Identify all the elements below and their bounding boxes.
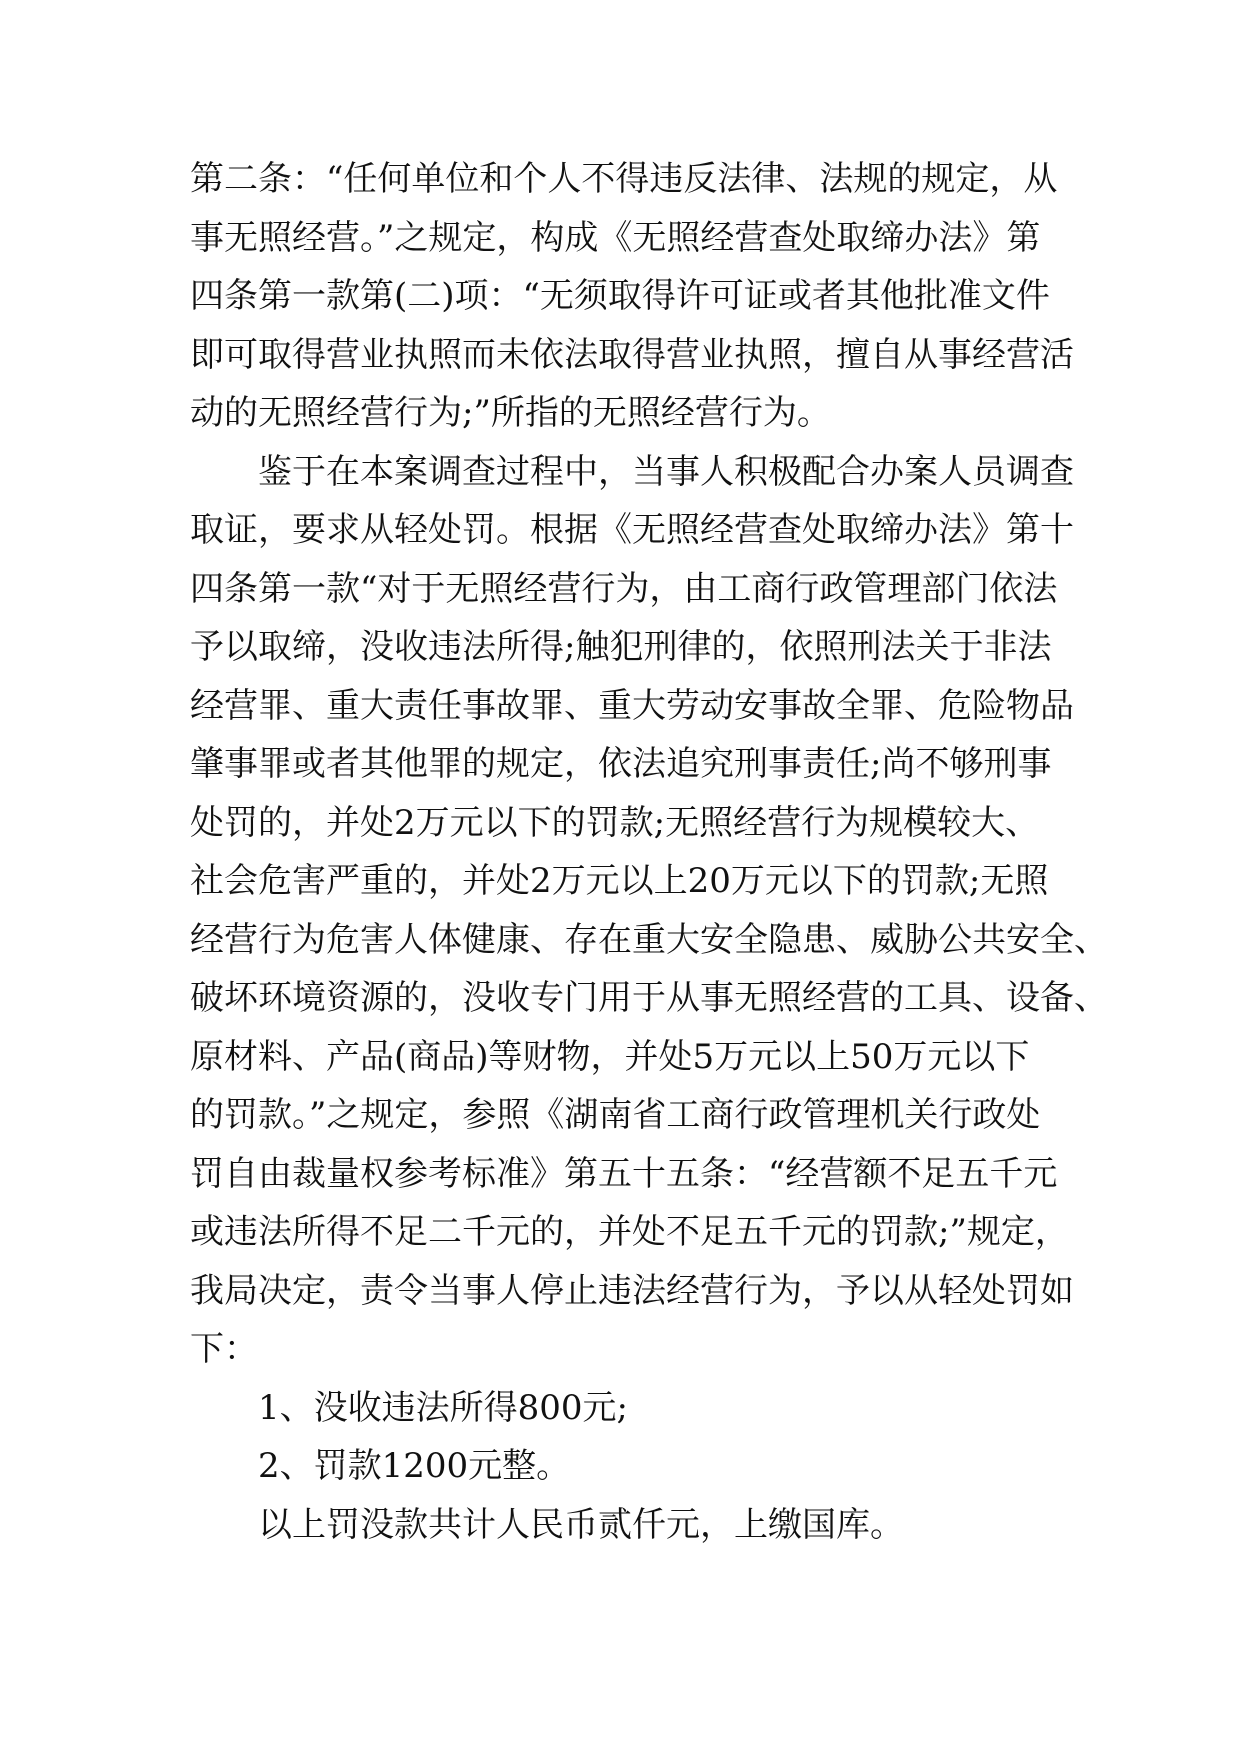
document-body [190, 150, 1108, 1554]
text-line: 即可取得营业执照而未依法取得营业执照，擅自从事经营活 [190, 334, 1074, 375]
text-line: 予以取缔，没收违法所得;触犯刑律的，依照刑法关于非法 [190, 627, 1052, 667]
text-line: 的罚款。”之规定，参照《湖南省工商行政管理机关行政处 [190, 1095, 1041, 1135]
text-line: 破坏环境资源的，没收专门用于从事无照经营的工具、设备、 [190, 978, 1108, 1018]
text-line: 动的无照经营行为;”所指的无照经营行为。 [190, 393, 831, 433]
text-line: 或违法所得不足二千元的，并处不足五千元的罚款;”规定， [190, 1212, 1069, 1252]
text-line: 第二条：“任何单位和个人不得违反法律、法规的规定，从 [190, 159, 1058, 199]
text-line: 经营罪、重大责任事故罪、重大劳动安事故全罪、危险物品 [190, 685, 1074, 726]
text-line: 四条第一款“对于无照经营行为，由工商行政管理部门依法 [190, 568, 1058, 609]
text-line: 原材料、产品(商品)等财物，并处5万元以上50万元以下 [190, 1036, 1030, 1077]
text-line: 下： [190, 1329, 258, 1369]
text-line: 处罚的，并处2万元以下的罚款;无照经营行为规模较大、 [190, 802, 1040, 843]
text-line: 事无照经营。”之规定，构成《无照经营查处取缔办法》第 [190, 217, 1041, 258]
penalty-item-2: 2、罚款1200元整。 [258, 1446, 571, 1486]
text-line: 四条第一款第(二)项：“无须取得许可证或者其他批准文件 [190, 276, 1050, 316]
text-line: 社会危害严重的，并处2万元以上20万元以下的罚款;无照 [190, 861, 1049, 901]
text-line: 我局决定，责令当事人停止违法经营行为，予以从轻处罚如 [190, 1270, 1074, 1311]
total-penalty-line: 以上罚没款共计人民币贰仟元，上缴国库。 [258, 1504, 904, 1545]
paragraph-start-line: 鉴于在本案调查过程中，当事人积极配合办案人员调查 [258, 451, 1074, 492]
text-line: 取证，要求从轻处罚。根据《无照经营查处取缔办法》第十 [190, 510, 1074, 550]
text-line: 肇事罪或者其他罪的规定，依法追究刑事责任;尚不够刑事 [190, 744, 1052, 784]
penalty-item-1: 1、没收违法所得800元; [258, 1387, 628, 1428]
text-line: 罚自由裁量权参考标准》第五十五条：“经营额不足五千元 [190, 1153, 1058, 1194]
text-line: 经营行为危害人体健康、存在重大安全隐患、威胁公共安全、 [190, 919, 1108, 960]
